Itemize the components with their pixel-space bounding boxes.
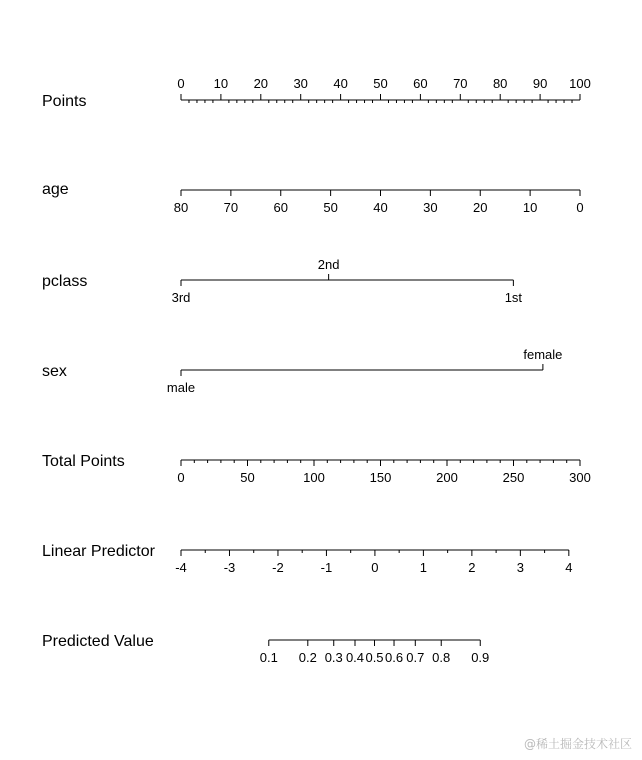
sex-label-female: female xyxy=(523,347,563,362)
total-points-tick-label: 300 xyxy=(569,470,591,485)
pclass-label-1st: 1st xyxy=(504,290,523,305)
points-tick-label: 90 xyxy=(532,76,548,91)
linear-predictor-tick-label: 3 xyxy=(516,560,524,575)
points-tick-label: 10 xyxy=(213,76,229,91)
age-tick-label: 80 xyxy=(173,200,189,215)
total-points-tick-label: 200 xyxy=(436,470,458,485)
predicted-value-tick-label: 0.8 xyxy=(432,650,451,665)
total-points-tick-label: 0 xyxy=(177,470,185,485)
age-tick-label: 40 xyxy=(373,200,388,215)
age-tick-label: 20 xyxy=(473,200,488,215)
watermark: @稀土掘金技术社区 xyxy=(523,737,632,751)
predicted-value-tick-label: 0.7 xyxy=(406,650,425,665)
linear-predictor-tick-label: -4 xyxy=(175,560,187,575)
linear-predictor-tick-label: 0 xyxy=(371,560,379,575)
sex-label-male: male xyxy=(166,380,196,395)
age-tick-label: 10 xyxy=(522,200,538,215)
predicted-value-tick-label: 0.3 xyxy=(324,650,343,665)
points-tick-label: 100 xyxy=(569,76,591,91)
age-tick-label: 30 xyxy=(423,200,438,215)
points-tick-label: 60 xyxy=(413,76,428,91)
predicted-value-tick-label: 0.1 xyxy=(259,650,278,665)
row-label-total-points: Total Points xyxy=(42,453,125,470)
points-tick-label: 20 xyxy=(253,76,269,91)
points-tick-label: 70 xyxy=(453,76,468,91)
total-points-tick-label: 50 xyxy=(240,470,255,485)
linear-predictor-tick-label: -1 xyxy=(320,560,333,575)
row-label-points: Points xyxy=(42,93,87,110)
points-tick-label: 50 xyxy=(373,76,388,91)
points-tick-label: 80 xyxy=(492,76,508,91)
pclass-label-2nd: 2nd xyxy=(317,257,340,272)
predicted-value-tick-label: 0.4 xyxy=(345,650,365,665)
total-points-tick-label: 150 xyxy=(369,470,392,485)
linear-predictor-tick-label: 2 xyxy=(468,560,476,575)
linear-predictor-tick-label: 1 xyxy=(419,560,428,575)
total-points-tick-label: 250 xyxy=(502,470,525,485)
linear-predictor-tick-label: -3 xyxy=(223,560,236,575)
age-tick-label: 70 xyxy=(223,200,239,215)
pclass-label-3rd: 3rd xyxy=(171,290,191,305)
linear-predictor-tick-label: 4 xyxy=(565,560,573,575)
row-label-pclass: pclass xyxy=(42,273,88,290)
row-label-age: age xyxy=(42,181,69,198)
linear-predictor-tick-label: -2 xyxy=(272,560,284,575)
predicted-value-tick-label: 0.2 xyxy=(298,650,317,665)
points-tick-label: 30 xyxy=(293,76,308,91)
row-label-linear-predictor: Linear Predictor xyxy=(42,543,155,560)
age-tick-label: 0 xyxy=(576,200,584,215)
row-label-predicted-value: Predicted Value xyxy=(42,633,154,650)
points-tick-label: 0 xyxy=(177,76,185,91)
predicted-value-tick-label: 0.5 xyxy=(365,650,384,665)
total-points-tick-label: 100 xyxy=(303,470,325,485)
age-tick-label: 50 xyxy=(323,200,338,215)
points-tick-label: 40 xyxy=(333,76,348,91)
predicted-value-tick-label: 0.6 xyxy=(384,650,404,665)
row-label-sex: sex xyxy=(42,363,67,380)
age-tick-label: 60 xyxy=(273,200,288,215)
predicted-value-tick-label: 0.9 xyxy=(471,650,490,665)
